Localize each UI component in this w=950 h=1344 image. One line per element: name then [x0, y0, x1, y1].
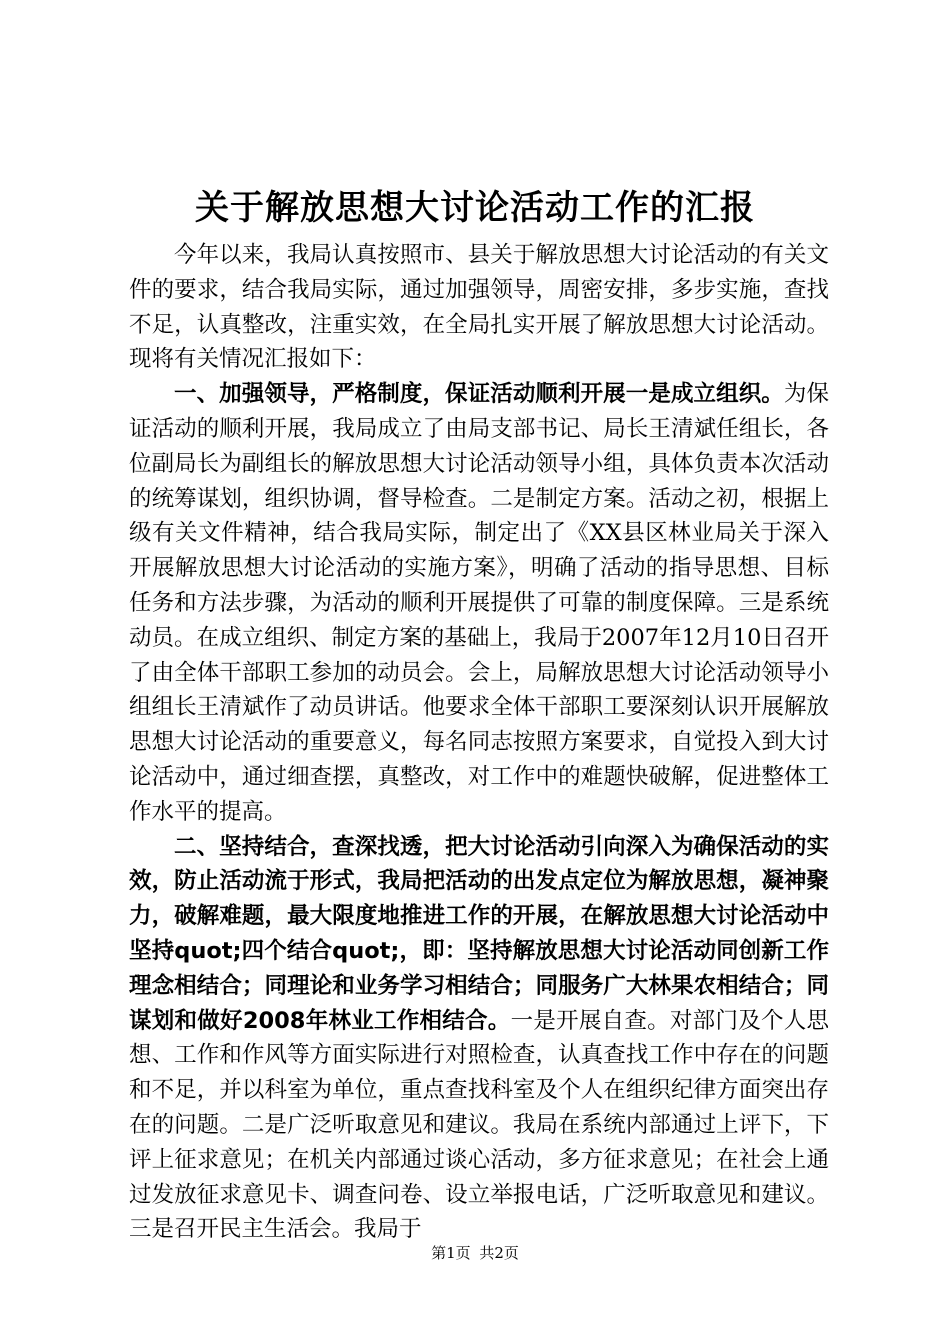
section-2-body: 一是开展自查。对部门及个人思想、工作和作风等方面实际进行对照检查，认真查找工作中存在的问题和不足，并以科室为单位，重点查找科室及个人在组织纪律方面突出存在的问题。二是广泛听取意见和建议。我局在系统内部通过上评下，下评上征求意见；在机关内部通过谈心活动，多方征求意见；在社会上通过发放征求意见卡、调查问卷、设立举报电话，广泛听取意见和建议。三是召开民主生活会。我局于 — [129, 1007, 829, 1243]
page-footer — [0, 1243, 950, 1263]
page-total: 共2页 — [479, 1244, 519, 1262]
document-body — [129, 238, 829, 1247]
page-number: 第1页 — [431, 1244, 471, 1262]
section-2-paragraph — [129, 830, 829, 1248]
section-1-body: 为保证活动的顺利开展，我局成立了由局支部书记、局长王清斌任组长，各位副局长为副组长的解放思想大讨论活动领导小组，具体负责本次活动的统筹谋划，组织协调，督导检查。二是制定方案。活动之初，根据上级有关文件精神，结合我局实际，制定出了《XX县区林业局关于深入开展解放思想大讨论活动的实施方案》，明确了活动的指导思想、目标任务和方法步骤，为活动的顺利开展提供了可靠的制度保障。三是系统动员。在成立组织、制定方案的基础上，我局于2007年12月10日召开了由全体干部职工参加的动员会。会上，局解放思想大讨论活动领导小组组长王清斌作了动员讲话。他要求全体干部职工要深刻认识开展解放思想大讨论活动的重要意义，每名同志按照方案要求，自觉投入到大讨论活动中，通过细查摆，真整改，对工作中的难题快破解，促进整体工作水平的提高。 — [129, 381, 829, 825]
intro-paragraph: 今年以来，我局认真按照市、县关于解放思想大讨论活动的有关文件的要求，结合我局实际，通过加强领导，周密安排，多步实施，查找不足，认真整改，注重实效，在全局扎实开展了解放思想大讨论活动。现将有关情况汇报如下： — [129, 242, 829, 373]
document-title: 关于解放思想大讨论活动工作的汇报 — [195, 188, 755, 228]
section-1-paragraph — [129, 377, 829, 829]
section-2-heading: 二、坚持结合，查深找透，把大讨论活动引向深入为确保活动的实效，防止活动流于形式，我局把活动的出发点定位为解放思想，凝神聚力，破解难题，最大限度地推进工作的开展，在解放思想大讨论活动中坚持quot;四个结合quot;，即：坚持解放思想大讨论活动同创新工作理念相结合；同理论和业务学习相结合；同服务广大林果农相结合；同谋划和做好2008年林业工作相结合。 — [129, 833, 829, 1034]
section-1-heading: 一、加强领导，严格制度，保证活动顺利开展一是成立组织。 — [174, 381, 784, 408]
